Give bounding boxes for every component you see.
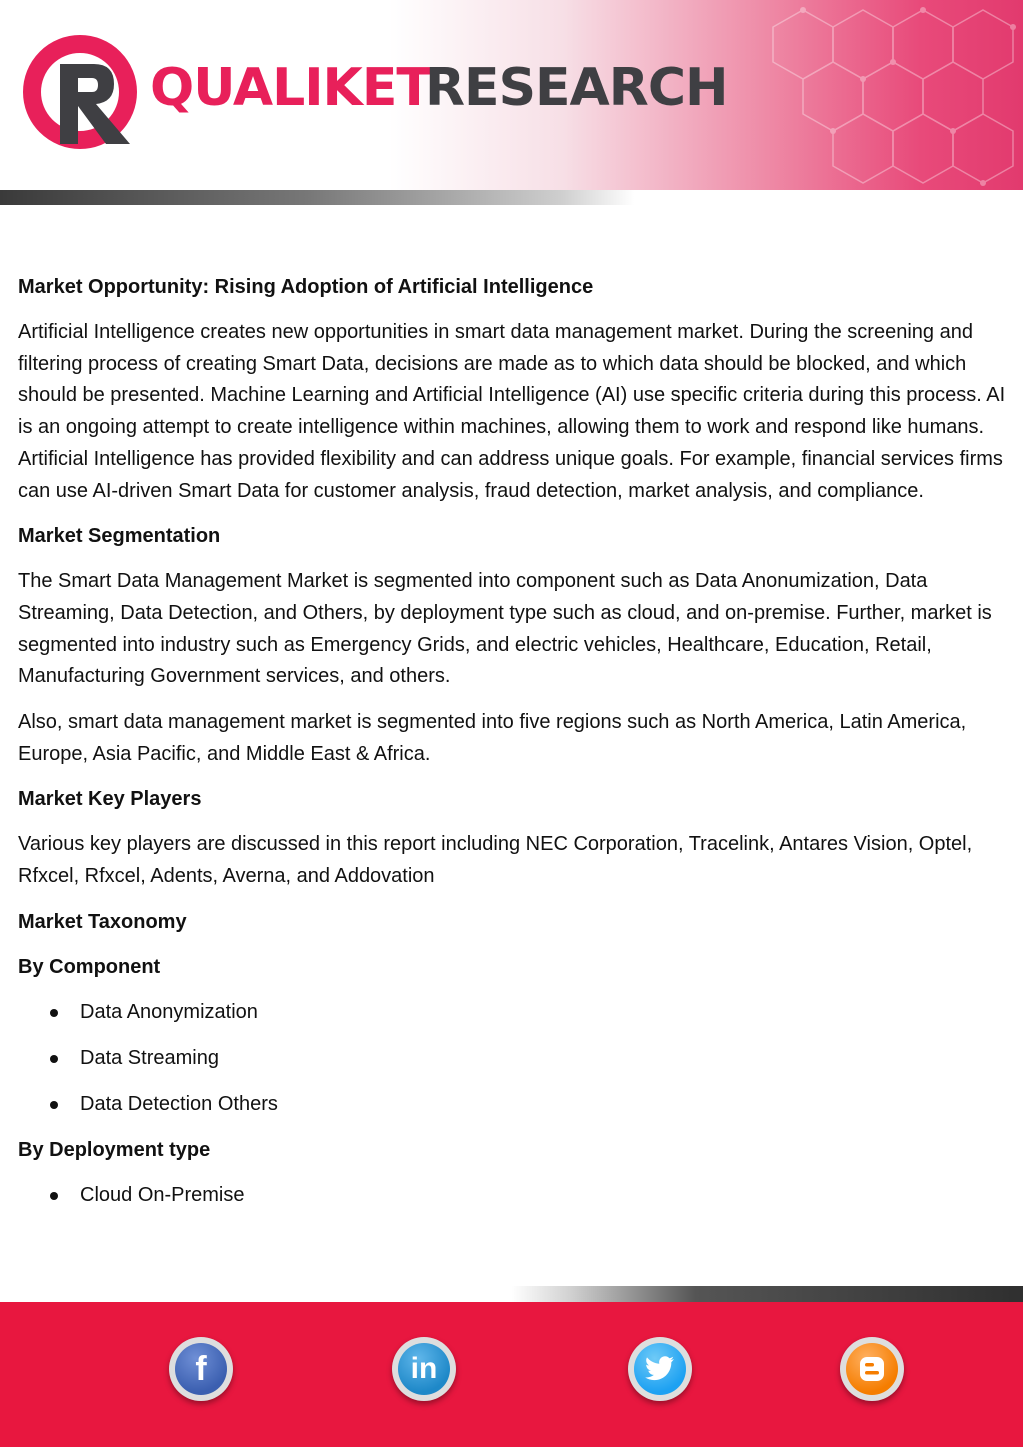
deployment-list	[18, 1180, 1008, 1211]
header-banner	[0, 0, 1023, 190]
bullet-icon	[50, 1192, 58, 1200]
segmentation-paragraph-1: The Smart Data Management Market is segmented into component such as Data Anonumization, Data Streaming, Data Detection, and Others, by deployment type such as cloud, and on-premise. Further, market is segmented into industry such as Emergency Grids, and electric vehicles, Healthcare, Education, Retail, Manufacturing Government services, and others.	[18, 570, 992, 688]
blogger-glyph-shape	[858, 1355, 886, 1383]
key-players-heading: Market Key Players	[18, 788, 202, 811]
opportunity-paragraph: Artificial Intelligence creates new opportunities in smart data management market. During the screening and filtering process of creating Smart Data, decisions are made as to which data should be blocked, and which should be presented. Machine Learning and Artificial Intelligence (AI) use specific criteria during this process. AI is an ongoing attempt to create intelligence within machines, allowing them to work and respond like humans. Artificial Intelligence has provided flexibility and can address unique goals. For example, financial services firms can use AI-driven Smart Data for customer analysis, fraud detection, market analysis, and compliance.	[18, 321, 1006, 502]
footer-divider-bar	[0, 1286, 1023, 1302]
brand-name-research: RESEARCH	[425, 58, 728, 118]
component-list	[18, 997, 1008, 1120]
document-body	[18, 272, 1008, 1226]
list-item: Cloud On-Premise	[18, 1180, 1008, 1211]
facebook-link[interactable]	[169, 1337, 233, 1401]
opportunity-heading: Market Opportunity: Rising Adoption of Artificial Intelligence	[18, 276, 594, 298]
list-item: Data Anonymization	[18, 997, 1008, 1028]
twitter-icon	[634, 1343, 686, 1395]
list-item: Data Streaming	[18, 1043, 1008, 1074]
blogger-icon	[846, 1343, 898, 1395]
by-deployment-heading: By Deployment type	[18, 1138, 211, 1161]
bullet-icon	[50, 1009, 58, 1017]
segmentation-paragraph-2: Also, smart data management market is segmented into five regions such as North America, Latin America, Europe, Asia Pacific, and Middle East & Africa.	[18, 711, 967, 765]
twitter-link[interactable]	[628, 1337, 692, 1401]
blogger-link[interactable]	[840, 1337, 904, 1401]
twitter-bird-shape	[645, 1356, 675, 1382]
qualiket-logo-icon	[22, 34, 152, 152]
facebook-icon: f	[175, 1343, 227, 1395]
list-item: Data Detection Others	[18, 1089, 1008, 1120]
by-component-heading: By Component	[18, 955, 161, 978]
key-players-paragraph: Various key players are discussed in this report including NEC Corporation, Tracelink, Antares Vision, Optel, Rfxcel, Rfxcel, Adents, Averna, and Addovation	[18, 833, 973, 888]
taxonomy-heading: Market Taxonomy	[18, 910, 187, 933]
linkedin-icon: in	[398, 1343, 450, 1395]
segmentation-heading: Market Segmentation	[18, 525, 221, 548]
brand-name-qualiket: QUALIKET	[150, 58, 431, 118]
linkedin-link[interactable]	[392, 1337, 456, 1401]
header-divider-bar	[0, 190, 1023, 205]
bullet-icon	[50, 1055, 58, 1063]
bullet-icon	[50, 1101, 58, 1109]
